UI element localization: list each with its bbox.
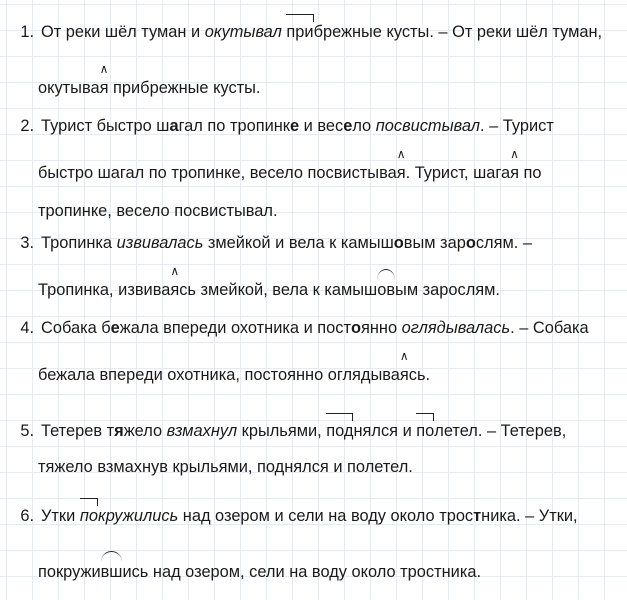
text: ло [352, 117, 376, 135]
stressed-vowel: о [465, 234, 476, 252]
suffix-mark: вш [100, 563, 123, 581]
text: по [518, 164, 542, 182]
text: ым зарослям. [395, 281, 500, 299]
text: нялся и [353, 422, 417, 440]
item-4-line-1 [0, 317, 589, 339]
text: окутыва [38, 79, 100, 97]
prefix-mark: при [286, 23, 314, 41]
text: ника. – Утки, [481, 507, 578, 525]
italic-verb: извивалась [116, 234, 204, 252]
item-number: 1. [20, 23, 34, 41]
stressed-vowel: е [343, 117, 353, 135]
item-2-line-1 [0, 115, 554, 137]
italic-verb: посвистывал [375, 117, 481, 135]
text: . – Турист [480, 117, 554, 135]
text: вым зар [403, 234, 466, 252]
item-1-line-2 [0, 77, 261, 99]
text: Тропинка [41, 234, 117, 252]
item-2-line-3 [0, 200, 278, 222]
text: янно [361, 319, 402, 337]
item-3-line-2 [0, 279, 500, 301]
text: жело [123, 422, 167, 440]
text: тяжело взмахнув крыльями, поднялся и полетел. [38, 458, 413, 476]
text: ись над озером, сели на воду около тростника. [122, 563, 482, 581]
stressed-vowel: о [393, 234, 404, 252]
text: Собака б [41, 319, 111, 337]
stressed-vowel: е [289, 117, 300, 135]
text: сь змейкой, вела к камыш [179, 281, 378, 299]
item-5-line-2 [0, 456, 413, 478]
text: бежала впереди охотника, постоянно оглядыва [38, 366, 400, 384]
italic-verb: оглядывалась [401, 319, 511, 337]
item-3-line-1 [0, 232, 532, 254]
item-5-line-1 [0, 420, 566, 442]
italic-verb: кружились [97, 507, 179, 525]
text: Турист быстро ш [41, 117, 170, 135]
text: змейкой и вела к камыш [203, 234, 394, 252]
suffix-mark: ∧ я [400, 364, 409, 386]
prefix-mark: по [416, 422, 435, 440]
text: От реки шёл туман и [41, 23, 205, 41]
suffix-mark: ∧ я [397, 162, 406, 184]
prefix-mark: по [79, 507, 98, 525]
item-number: 4. [20, 319, 34, 337]
text: слям. – [475, 234, 532, 252]
text: крыльями, [237, 422, 327, 440]
text: Утки [41, 507, 80, 525]
suffix-mark: ∧ я [510, 162, 519, 184]
item-2-line-2 [0, 162, 542, 184]
text: покружи [38, 563, 101, 581]
item-number: 3. [20, 234, 34, 252]
suffix-mark: ∧ я [170, 279, 179, 301]
italic-verb: взмахнул [166, 422, 238, 440]
text: летел. – Тетерев, [434, 422, 567, 440]
item-6-line-1 [0, 505, 578, 527]
stressed-vowel: а [169, 117, 179, 135]
text: . Турист, шага [405, 164, 511, 182]
text: и вес [299, 117, 344, 135]
text: прибрежные кусты. [108, 79, 261, 97]
stressed-letter: т [473, 507, 482, 525]
stressed-vowel: е [110, 319, 120, 337]
suffix-mark: ∧ я [100, 77, 109, 99]
stressed-vowel: я [114, 422, 124, 440]
root-mark: ов [377, 281, 396, 299]
item-4-line-2 [0, 364, 430, 386]
text: сь. [408, 366, 431, 384]
text: над озером и сели на воду около трос [178, 507, 474, 525]
text: Тропинка, извива [38, 281, 171, 299]
text: тропинке, весело посвистывал. [38, 202, 278, 220]
item-1-line-1 [0, 21, 602, 43]
item-number: 5. [20, 422, 34, 440]
item-number: 6. [20, 507, 34, 525]
stressed-vowel: о [350, 319, 361, 337]
text: брежные кусты. – От реки шёл туман, [313, 23, 603, 41]
item-6-line-2 [0, 561, 481, 583]
item-number: 2. [20, 117, 34, 135]
text: гал по тропинк [178, 117, 290, 135]
text: жала впереди охотника и пост [119, 319, 351, 337]
text: быстро шагал по тропинке, весело посвистыва [38, 164, 397, 182]
italic-verb: окутывал [204, 23, 282, 41]
prefix-mark: под [326, 422, 354, 440]
text: Тетерев т [41, 422, 115, 440]
text: . – Собака [510, 319, 589, 337]
